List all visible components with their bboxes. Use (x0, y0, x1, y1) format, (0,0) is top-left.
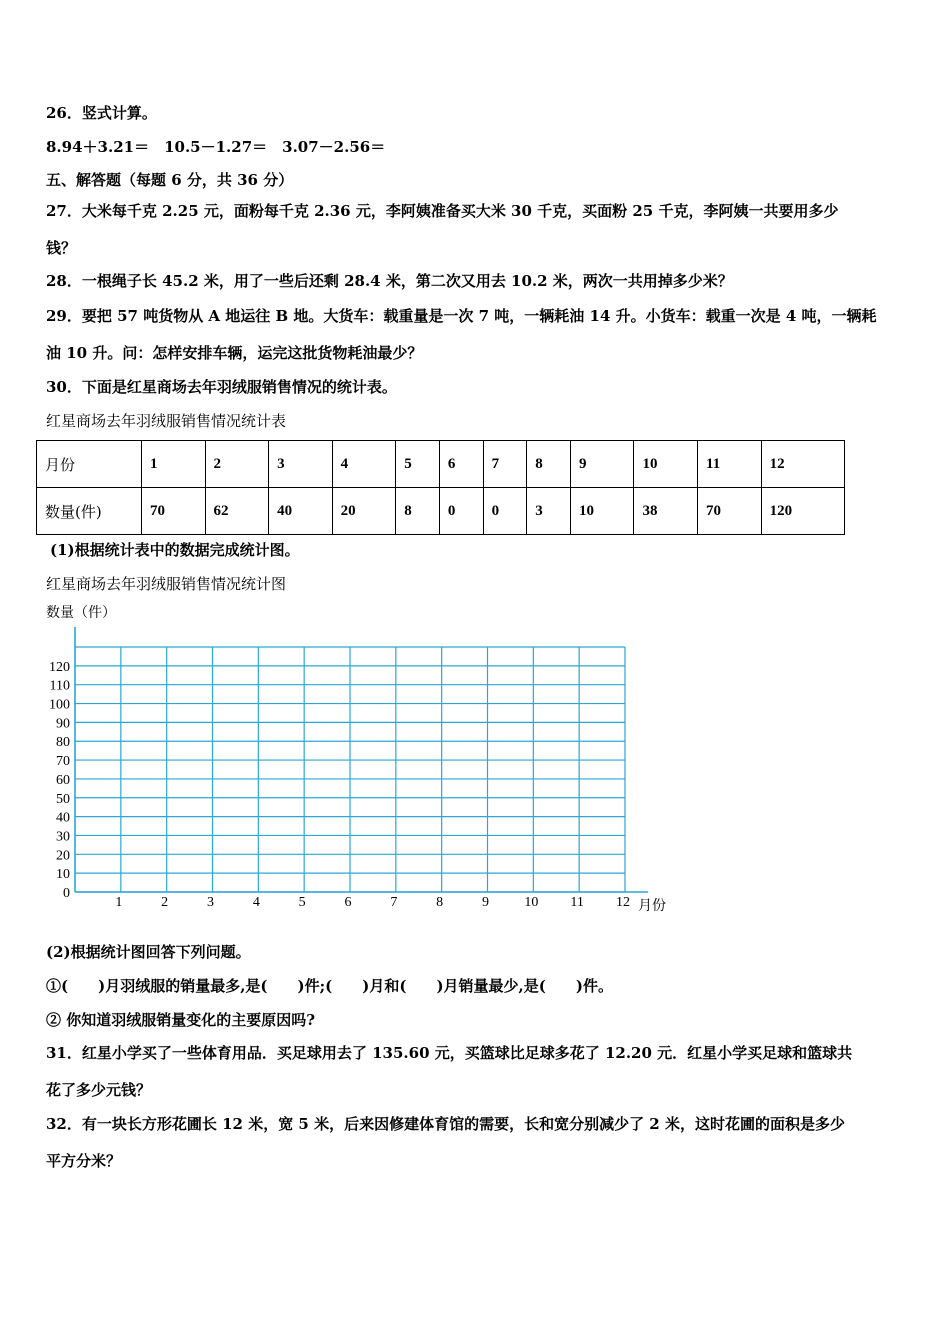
q26-title: 26．竖式计算。 (46, 104, 157, 122)
x-tick-label: 1 (115, 895, 123, 910)
y-tick-label: 20 (56, 848, 70, 864)
table-cell: 70 (698, 488, 762, 535)
table-row-quantities (37, 488, 845, 535)
table-cell: 62 (205, 488, 269, 535)
table-cell: 2 (205, 441, 269, 488)
table-title: 红星商场去年羽绒服销售情况统计表 (46, 412, 287, 430)
y-tick-label: 50 (56, 791, 70, 807)
q30-intro: 30．下面是红星商场去年羽绒服销售情况的统计表。 (46, 378, 397, 396)
chart-y-axis-label: 数量（件） (46, 605, 116, 621)
table-header-quantity: 数量(件) (37, 488, 142, 535)
chart-x-axis-label: 月份 (638, 898, 666, 914)
q30-sub2: ② 你知道羽绒服销量变化的主要原因吗? (46, 1011, 316, 1029)
q29-line1: 29．要把 57 吨货物从 A 地运往 B 地。大货车：载重量是一次 7 吨，一辆耗油 14 升。小货车：载重一次是 4 吨，一辆耗 (46, 307, 877, 325)
y-tick-label: 10 (56, 867, 70, 883)
y-tick-label: 80 (56, 735, 70, 751)
section-5-heading: 五、解答题（每题 6 分，共 36 分） (46, 171, 294, 189)
table-cell: 11 (698, 441, 762, 488)
table-cell: 6 (439, 441, 483, 488)
table-header-month: 月份 (37, 441, 142, 488)
q27-line2: 钱？ (46, 239, 77, 257)
table-cell: 9 (570, 441, 634, 488)
x-tick-label: 11 (570, 895, 584, 910)
y-tick-label: 60 (56, 772, 70, 788)
q31-line2: 花了多少元钱？ (46, 1081, 152, 1099)
x-tick-label: 8 (436, 895, 444, 910)
table-cell: 12 (761, 441, 844, 488)
y-tick-label: 90 (56, 716, 70, 732)
y-tick-label: 40 (56, 810, 70, 826)
q31-line1: 31．红星小学买了一些体育用品．买足球用去了 135.60 元，买篮球比足球多花了 12.20 元．红星小学买足球和篮球共 (46, 1044, 853, 1062)
x-tick-label: 6 (344, 895, 352, 910)
table-cell: 38 (634, 488, 698, 535)
q30-part1: (1)根据统计表中的数据完成统计图。 (50, 541, 300, 559)
q30-sub1: ①( )月羽绒服的销量最多,是( )件;( )月和( )月销量最少,是( )件。 (46, 977, 613, 995)
chart-title: 红星商场去年羽绒服销售情况统计图 (46, 575, 287, 593)
table-cell: 20 (332, 488, 396, 535)
y-tick-label: 30 (56, 829, 70, 845)
table-cell: 40 (269, 488, 333, 535)
y-tick-label: 100 (49, 697, 70, 713)
x-tick-label: 2 (161, 895, 169, 910)
table-cell: 8 (396, 488, 440, 535)
x-tick-label: 3 (207, 895, 214, 910)
table-cell: 7 (483, 441, 527, 488)
table-cell: 5 (396, 441, 440, 488)
x-tick-label: 4 (252, 895, 260, 910)
q26-expressions: 8.94＋3.21＝ 10.5－1.27＝ 3.07－2.56＝ (46, 138, 386, 156)
y-tick-label: 0 (63, 886, 70, 901)
y-tick-label: 110 (49, 678, 70, 694)
y-tick-label: 120 (49, 659, 70, 675)
table-cell: 120 (761, 488, 844, 535)
y-tick-label: 70 (56, 754, 70, 770)
table-cell: 4 (332, 441, 396, 488)
table-cell: 0 (439, 488, 483, 535)
x-tick-label: 9 (482, 895, 489, 910)
q29-line2: 油 10 升。问：怎样安排车辆，运完这批货物耗油最少？ (46, 344, 423, 362)
table-cell: 3 (527, 488, 571, 535)
q32-line2: 平方分米？ (46, 1152, 122, 1170)
q32-line1: 32．有一块长方形花圃长 12 米，宽 5 米，后来因修建体育馆的需要，长和宽分别减少了 2 米，这时花圃的面积是多少 (46, 1115, 845, 1133)
table-cell: 70 (142, 488, 206, 535)
table-cell: 1 (142, 441, 206, 488)
x-tick-label: 7 (390, 895, 398, 910)
q30-part2: (2)根据统计图回答下列问题。 (46, 943, 251, 961)
table-cell: 8 (527, 441, 571, 488)
q27-line1: 27．大米每千克 2.25 元，面粉每千克 2.36 元，李阿姨准备买大米 30 千克，买面粉 25 千克，李阿姨一共要用多少 (46, 202, 839, 220)
q28-text: 28．一根绳子长 45.2 米，用了一些后还剩 28.4 米，第二次又用去 10.2 米，两次一共用掉多少米？ (46, 272, 733, 290)
sales-table (36, 440, 845, 535)
table-row-months (37, 441, 845, 488)
table-cell: 10 (634, 441, 698, 488)
table-cell: 3 (269, 441, 333, 488)
table-cell: 0 (483, 488, 527, 535)
x-tick-label: 10 (524, 895, 539, 910)
table-cell: 10 (570, 488, 634, 535)
x-tick-label: 12 (616, 895, 630, 910)
x-tick-label: 5 (298, 895, 306, 910)
